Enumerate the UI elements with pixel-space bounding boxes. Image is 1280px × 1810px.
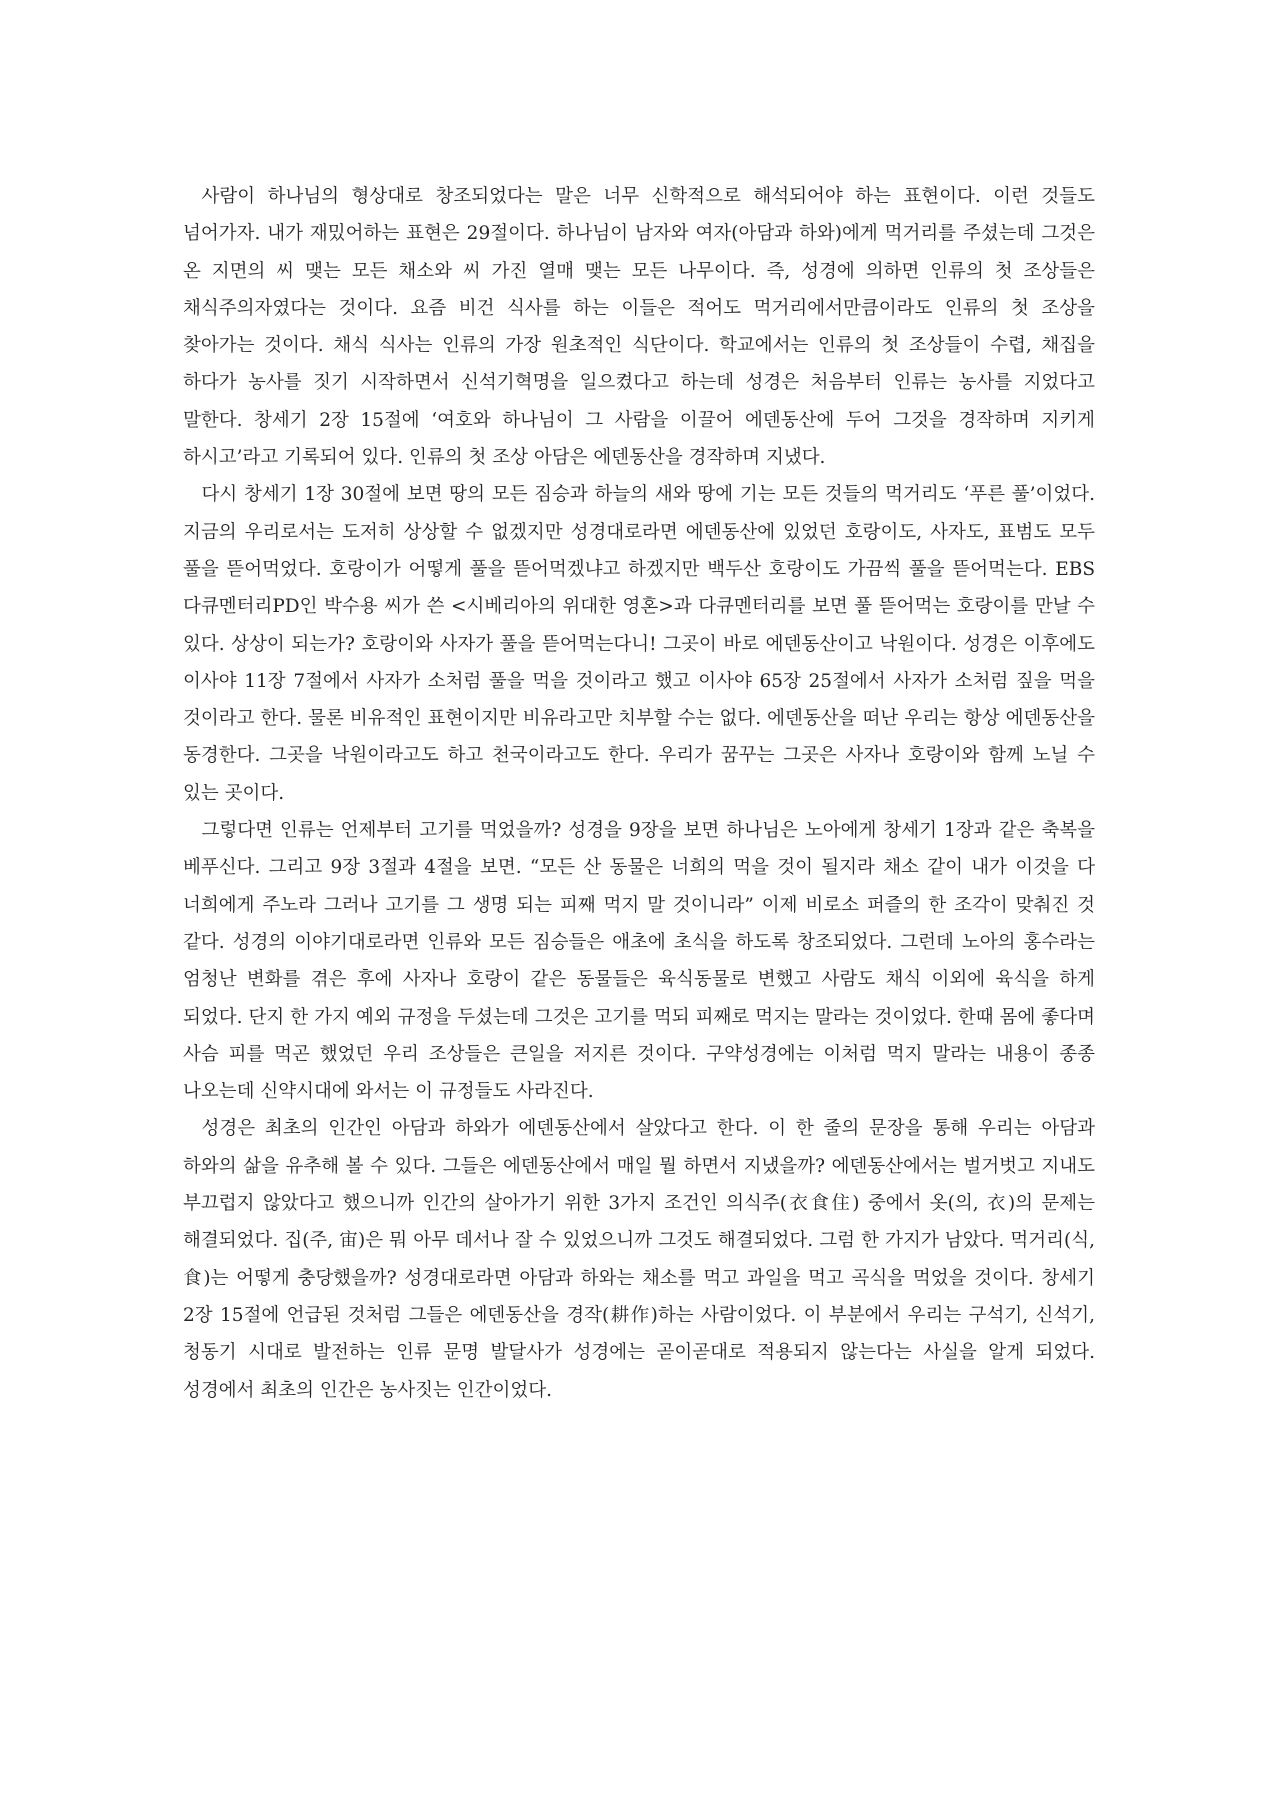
paragraph-3: 그렇다면 인류는 언제부터 고기를 먹었을까? 성경을 9장을 보면 하나님은 노아에게 창세기 1장과 같은 축복을 베푸신다. 그리고 9장 3절과 4절을 보면. “모든 산 동물은 너희의 먹을 것이 될지라 채소 같이 내가 이것을 다 너희에게 주노라 그러나 고기를 그 생명 되는 피째 먹지 말 것이니라” 이제 비로소 퍼즐의 한 조각이 맞춰진 것 같다. 성경의 이야기대로라면 인류와 모든 짐승들은 애초에 초식을 하도록 창조되었다. 그런데 노아의 홍수라는 엄청난 변화를 겪은 후에 사자나 호랑이 같은 동물들은 육식동물로 변했고 사람도 채식 이외에 육식을 하게 되었다. 단지 한 가지 예외 규정을 두셨는데 그것은 고기를 먹되 피째로 먹지는 말라는 것이었다. 한때 몸에 좋다며 사슴 피를 먹곤 했었던 우리 조상들은 큰일을 저지른 것이다. 구약성경에는 이처럼 먹지 말라는 내용이 종종 나오는데 신약시대에 와서는 이 규정들도 사라진다.	[183, 820, 1095, 1103]
paragraph-2: 다시 창세기 1장 30절에 보면 땅의 모든 짐승과 하늘의 새와 땅에 기는 모든 것들의 먹거리도 ‘푸른 풀’이었다. 지금의 우리로서는 도저히 상상할 수 없겠지만 성경대로라면 에덴동산에 있었던 호랑이도, 사자도, 표범도 모두 풀을 뜯어먹었다. 호랑이가 어떻게 풀을 뜯어먹겠냐고 하겠지만 백두산 호랑이도 가끔씩 풀을 뜯어먹는다. EBS 다큐멘터리PD인 박수용 씨가 쓴 <시베리아의 위대한 영혼>과 다큐멘터리를 보면 풀 뜯어먹는 호랑이를 만날 수 있다. 상상이 되는가? 호랑이와 사자가 풀을 뜯어먹는다니! 그곳이 바로 에덴동산이고 낙원이다. 성경은 이후에도 이사야 11장 7절에서 사자가 소처럼 풀을 먹을 것이라고 했고 이사야 65장 25절에서 사자가 소처럼 짚을 먹을 것이라고 한다. 물론 비유적인 표현이지만 비유라고만 치부할 수는 없다. 에덴동산을 떠난 우리는 항상 에덴동산을 동경한다. 그곳을 낙원이라고도 하고 천국이라고도 한다. 우리가 꿈꾸는 그곳은 사자나 호랑이와 함께 노닐 수 있는 곳이다.	[183, 484, 1095, 804]
document-body	[183, 178, 1095, 1409]
paragraph-1: 사람이 하나님의 형상대로 창조되었다는 말은 너무 신학적으로 해석되어야 하는 표현이다. 이런 것들도 넘어가자. 내가 재밌어하는 표현은 29절이다. 하나님이 남자와 여자(아담과 하와)에게 먹거리를 주셨는데 그것은 온 지면의 씨 맺는 모든 채소와 씨 가진 열매 맺는 모든 나무이다. 즉, 성경에 의하면 인류의 첫 조상들은 채식주의자였다는 것이다. 요즘 비건 식사를 하는 이들은 적어도 먹거리에서만큼이라도 인류의 첫 조상을 찾아가는 것이다. 채식 식사는 인류의 가장 원초적인 식단이다. 학교에서는 인류의 첫 조상들이 수렵, 채집을 하다가 농사를 짓기 시작하면서 신석기혁명을 일으켰다고 하는데 성경은 처음부터 인류는 농사를 지었다고 말한다. 창세기 2장 15절에 ‘여호와 하나님이 그 사람을 이끌어 에덴동산에 두어 그것을 경작하며 지키게 하시고’라고 기록되어 있다. 인류의 첫 조상 아담은 에덴동산을 경작하며 지냈다.	[183, 186, 1095, 469]
paragraph-4: 성경은 최초의 인간인 아담과 하와가 에덴동산에서 살았다고 한다. 이 한 줄의 문장을 통해 우리는 아담과 하와의 삶을 유추해 볼 수 있다. 그들은 에덴동산에서 매일 뭘 하면서 지냈을까? 에덴동산에서는 벌거벗고 지내도 부끄럽지 않았다고 했으니까 인간의 살아가기 위한 3가지 조건인 의식주(衣食住) 중에서 옷(의, 衣)의 문제는 해결되었다. 집(주, 宙)은 뭐 아무 데서나 잘 수 있었으니까 그것도 해결되었다. 그럼 한 가지가 남았다. 먹거리(식, 食)는 어떻게 충당했을까? 성경대로라면 아담과 하와는 채소를 먹고 과일을 먹고 곡식을 먹었을 것이다. 창세기 2장 15절에 언급된 것처럼 그들은 에덴동산을 경작(耕作)하는 사람이었다. 이 부분에서 우리는 구석기, 신석기, 청동기 시대로 발전하는 인류 문명 발달사가 성경에는 곧이곧대로 적용되지 않는다는 사실을 알게 되었다. 성경에서 최초의 인간은 농사짓는 인간이었다.	[183, 1118, 1095, 1401]
